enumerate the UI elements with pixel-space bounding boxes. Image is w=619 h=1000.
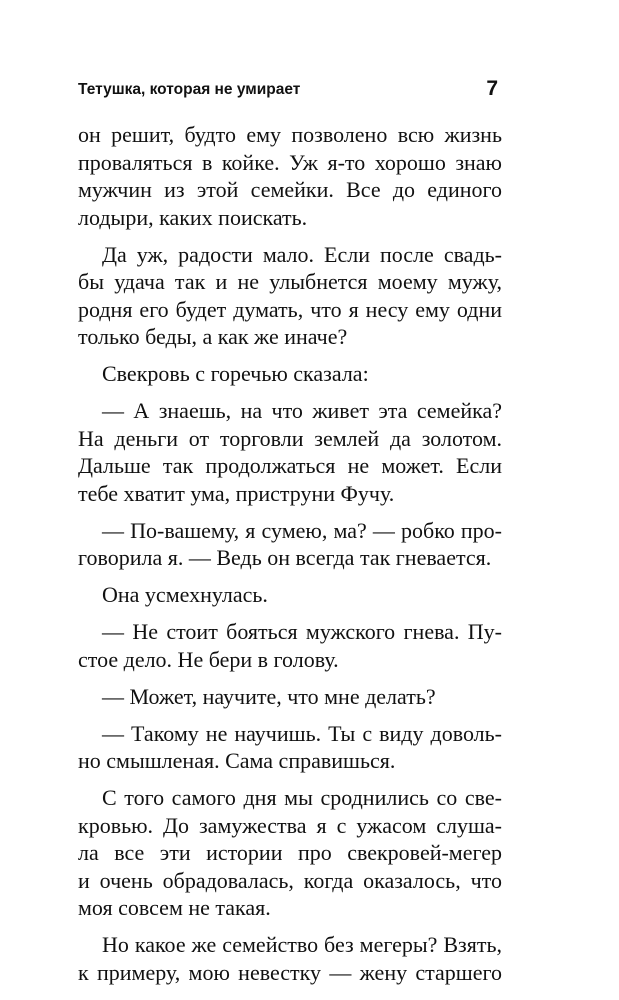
paragraph <box>78 683 502 711</box>
text-line: только беды, а как же иначе? <box>78 324 348 349</box>
paragraph <box>78 784 502 922</box>
paragraph <box>78 618 502 673</box>
text-line: Но какое же семейство без мегеры? Взять, <box>102 932 502 957</box>
text-line: — Такому не научишь. Ты с виду доволь- <box>102 720 502 746</box>
text-line: мужчин из этой семейки. Все до единого <box>78 177 502 202</box>
paragraph <box>78 241 502 351</box>
text-line: проваляться в койке. Уж я-то хорошо знаю <box>78 149 502 175</box>
paragraph <box>78 517 502 572</box>
text-line: Свекровь с горечью сказала: <box>102 361 369 386</box>
paragraph <box>78 931 502 986</box>
running-title: Тетушка, которая не умирает <box>78 81 301 98</box>
paragraph <box>78 360 502 388</box>
text-line: Дальше так продолжаться не может. Если <box>78 453 502 478</box>
paragraph <box>78 121 502 231</box>
text-line: — Может, научите, что мне делать? <box>102 683 436 709</box>
text-line: — А знаешь, на что живет эта семейка? <box>102 398 502 423</box>
text-line: С того самого дня мы сроднились со све- <box>102 785 502 810</box>
text-line: говорила я. — Ведь он всегда так гневается. <box>78 545 492 570</box>
text-line: лодыри, каких поискать. <box>78 204 308 230</box>
text-line: На деньги от торговли землей да золотом. <box>78 425 502 451</box>
text-line: стое дело. Не бери в голову. <box>78 646 339 672</box>
paragraph <box>78 397 502 507</box>
text-line: Она усмехнулась. <box>102 582 268 607</box>
text-line: но смышленая. Сама справишься. <box>78 748 396 773</box>
text-line: родня его будет думать, что я несу ему одни <box>78 296 502 322</box>
text-line: он решит, будто ему позволено всю жизнь <box>78 122 502 147</box>
running-header <box>78 77 502 106</box>
text-line: моя совсем не такая. <box>78 895 271 920</box>
text-line: ла все эти истории про свекровей-мегер <box>78 840 502 865</box>
paragraph <box>78 581 502 609</box>
paragraph <box>78 720 502 775</box>
text-line: бы удача так и не улыбнется моему мужу, <box>78 269 502 294</box>
text-line: Да уж, радости мало. Если после свадь- <box>102 241 502 267</box>
text-line: тебе хватит ума, приструни Фучу. <box>78 480 395 506</box>
text-line: кровью. До замужества я с ужасом слуша- <box>78 812 502 838</box>
text-line: — Не стоит бояться мужского гнева. Пу- <box>102 619 502 644</box>
text-line: и очень обрадовалась, когда оказалось, что <box>78 867 502 893</box>
text-line: — По-вашему, я сумею, ма? — робко про- <box>102 517 502 543</box>
body-text <box>78 121 502 996</box>
page-number: 7 <box>486 77 498 100</box>
text-line: к примеру, мою невестку — жену старшего <box>78 959 502 985</box>
